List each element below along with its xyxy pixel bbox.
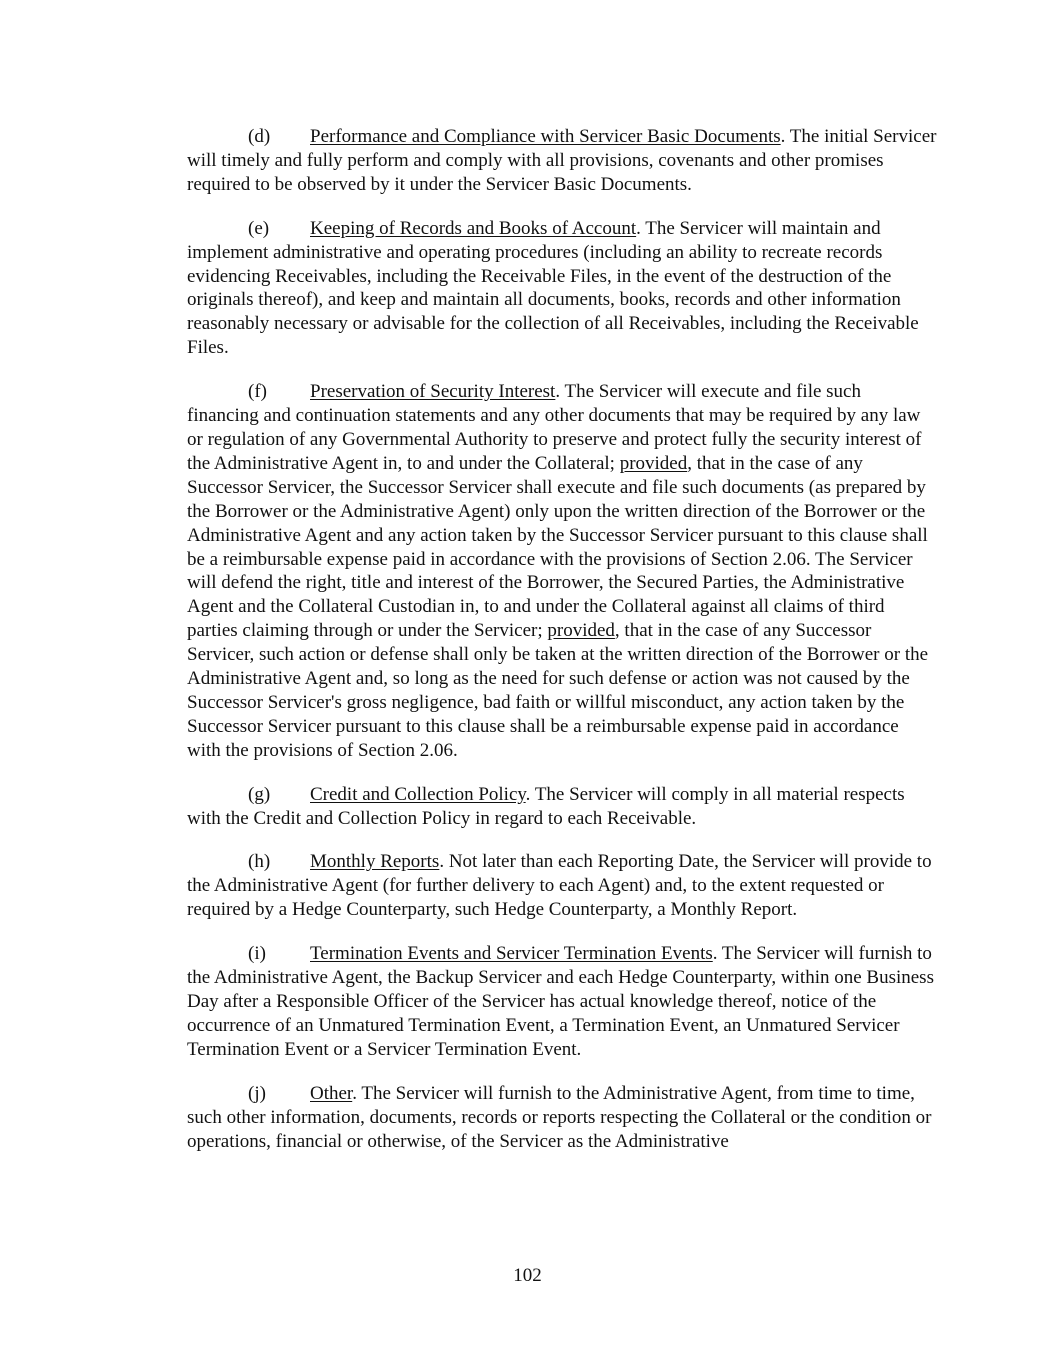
proviso-term: provided xyxy=(619,452,688,474)
clause-heading: Preservation of Security Interest xyxy=(310,381,556,403)
paragraph-g xyxy=(187,783,937,831)
clause-label: (e) xyxy=(248,217,270,239)
page-number: 102 xyxy=(513,1265,542,1286)
clause-text: . The Servicer will comply in all material respects with the Credit and Collection Policy in regard to each Receivable. xyxy=(187,783,905,829)
clause-label: (g) xyxy=(248,783,271,805)
clause-label: (i) xyxy=(248,943,266,965)
clause-label: (d) xyxy=(248,126,271,147)
clause-heading: Monthly Reports xyxy=(310,851,440,873)
clause-text: . The Servicer will furnish to the Administrative Agent, from time to time, such other information, documents, records or reports respecting the Collateral or the condition or operations, financial or otherwise, of the Servicer as the Administrative xyxy=(187,1082,932,1152)
paragraph-d xyxy=(187,125,937,197)
clause-text: . The Servicer will execute and file such financing and continuation statements and any other documents that may be required by any law or regulation of any Governmental Authority to preserve and protect fully the security interest of the Administrative Agent in, to and under the Collateral; xyxy=(187,381,922,474)
clause-text: . The Servicer will maintain and implement administrative and operating procedures (including an ability to recreate records evidencing Receivables, including the Receivable Files, in the event of the destruction of the originals thereof), and keep and maintain all documents, books, records and other information reasonably necessary or advisable for the collection of all Receivables, including the Receivable Files. xyxy=(187,217,919,359)
clause-heading: Termination Events and Servicer Termination Events xyxy=(310,943,713,965)
paragraph-j xyxy=(187,1082,937,1154)
paragraph-i xyxy=(187,942,937,1062)
clause-text: . The initial Servicer will timely and fully perform and comply with all provisions, covenants and other promises required to be observed by it under the Servicer Basic Documents. xyxy=(187,126,937,195)
paragraph-f xyxy=(187,380,937,763)
clause-heading: Keeping of Records and Books of Account xyxy=(310,217,637,239)
clause-text: , that in the case of any Successor Servicer, such action or defense shall only be taken at the written direction of the Borrower or the Administrative Agent and, so long as the need for such defense or action was not caused by the Successor Servicer's gross negligence, bad faith or willful misconduct, any action taken by the Successor Servicer pursuant to this clause shall be a reimbursable expense paid in accordance with the provisions of Section 2.06. xyxy=(187,620,929,761)
clause-text: , that in the case of any Successor Servicer, the Successor Servicer shall execute and file such documents (as prepared by the Borrower or the Administrative Agent) only upon the written direction of the Borrower or the Administrative Agent and any action taken by the Successor Servicer pursuant to this clause shall be a reimbursable expense paid in accordance with the provisions of Section 2.06. The Servicer will defend the right, title and interest of the Borrower, the Secured Parties, the Administrative Agent and the Collateral Custodian in, to and under the Collateral against all claims of third parties claiming through or under the Servicer; xyxy=(187,452,928,642)
clause-text: . The Servicer will furnish to the Administrative Agent, the Backup Servicer and each Hedge Counterparty, within one Business Day after a Responsible Officer of the Servicer has actual knowledge thereof, notice of the occurrence of an Unmatured Termination Event, a Termination Event, an Unmatured Servicer Termination Event or a Servicer Termination Event. xyxy=(187,943,934,1060)
clause-label: (j) xyxy=(248,1082,266,1104)
paragraph-h xyxy=(187,850,937,922)
clause-text: . Not later than each Reporting Date, the Servicer will provide to the Administrative Agent (for further delivery to each Agent) and, to the extent requested or required by a Hedge Counterparty, such Hedge Counterparty, a Monthly Report. xyxy=(187,851,932,921)
clause-heading: Performance and Compliance with Servicer Basic Documents xyxy=(310,126,781,147)
clause-label: (f) xyxy=(248,381,267,403)
clause-heading: Credit and Collection Policy xyxy=(310,783,526,805)
document-body xyxy=(187,125,937,1173)
paragraph-e xyxy=(187,217,937,360)
clause-label: (h) xyxy=(248,851,271,873)
clause-heading: Other xyxy=(310,1082,353,1104)
proviso-term: provided xyxy=(547,620,615,642)
